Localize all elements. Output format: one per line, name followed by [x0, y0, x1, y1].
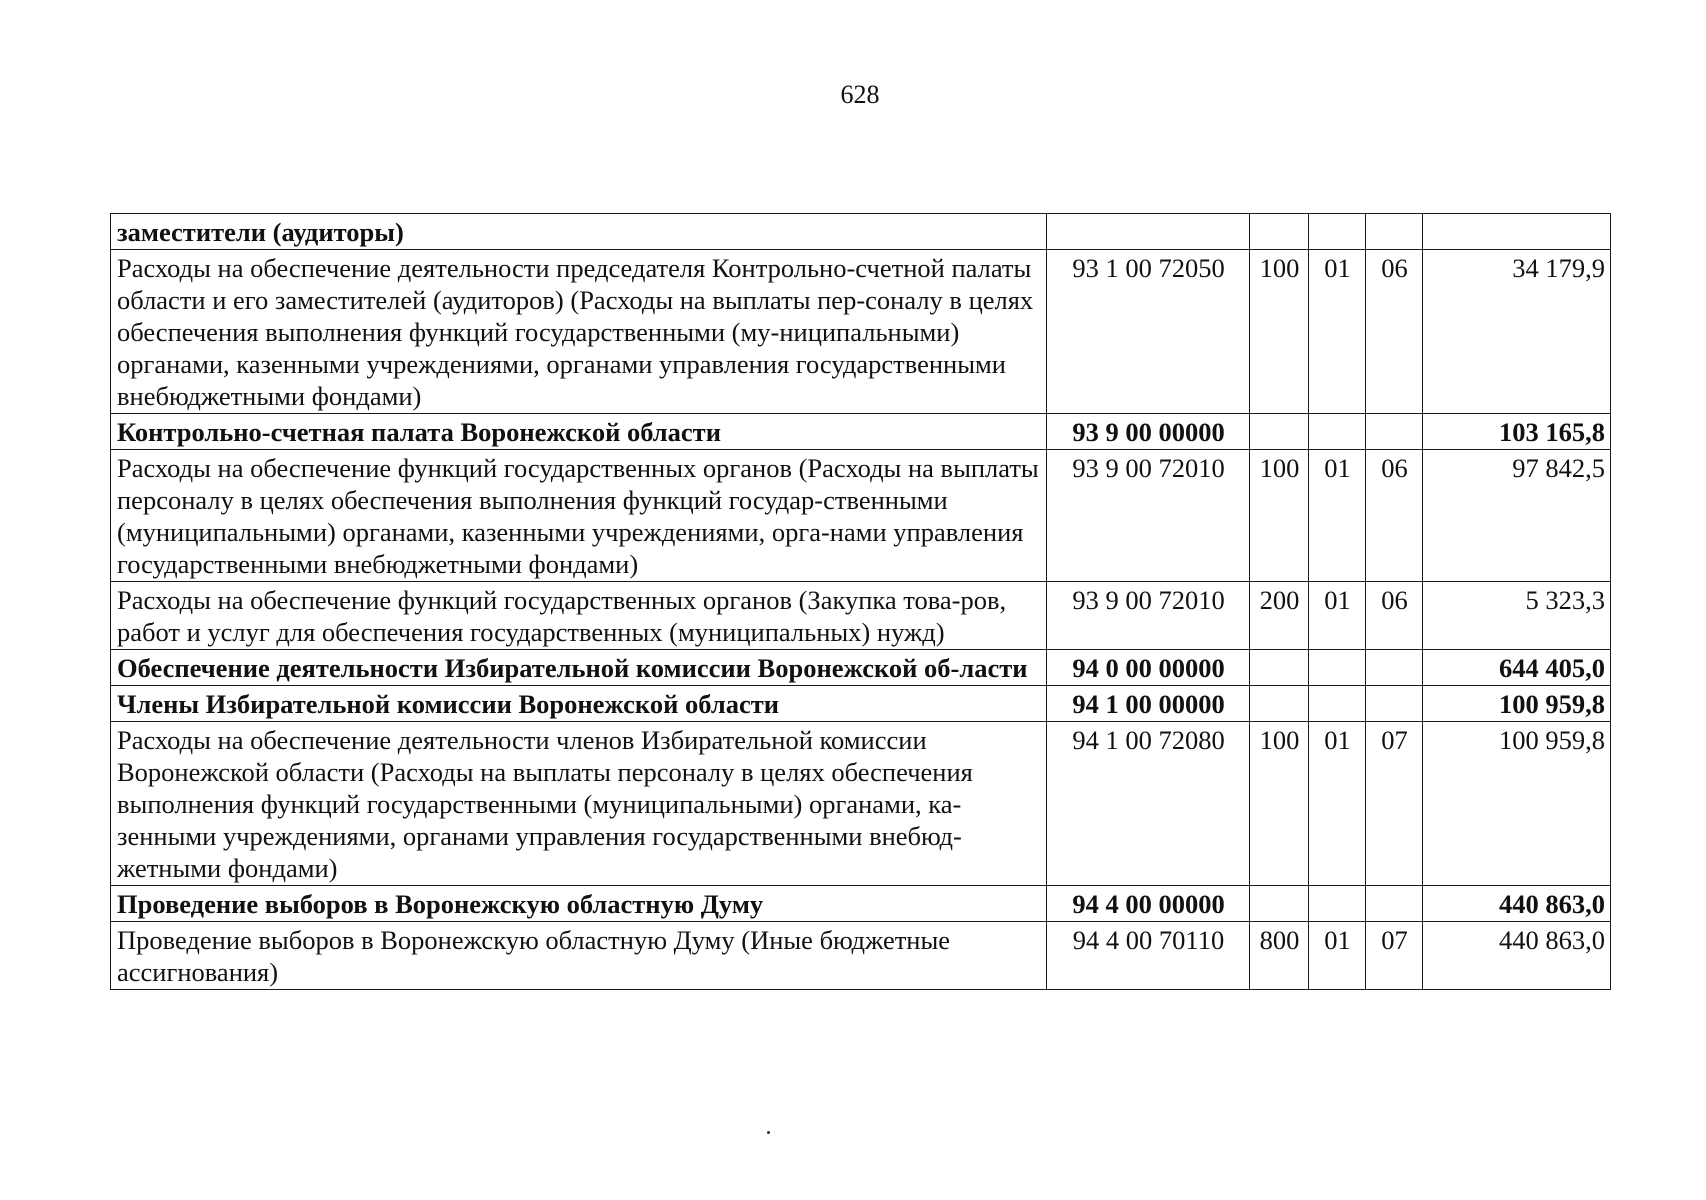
section-code-cell — [1309, 650, 1366, 686]
subsection-code-cell: 07 — [1366, 722, 1423, 886]
section-code-cell: 01 — [1309, 450, 1366, 582]
table-row — [111, 250, 1611, 414]
expense-type-cell — [1250, 414, 1309, 450]
target-article-code-cell: 94 1 00 72080 — [1047, 722, 1250, 886]
table-body — [111, 214, 1611, 990]
target-article-code-cell — [1047, 214, 1250, 250]
subsection-code-cell: 06 — [1366, 582, 1423, 650]
amount-cell: 100 959,8 — [1423, 722, 1611, 886]
table-row — [111, 582, 1611, 650]
section-code-cell: 01 — [1309, 250, 1366, 414]
expense-type-cell: 100 — [1250, 250, 1309, 414]
expense-name-cell: Контрольно-счетная палата Воронежской области — [111, 414, 1047, 450]
table-row — [111, 686, 1611, 722]
target-article-code-cell: 94 0 00 00000 — [1047, 650, 1250, 686]
subsection-code-cell — [1366, 214, 1423, 250]
section-code-cell: 01 — [1309, 722, 1366, 886]
target-article-code-cell: 93 1 00 72050 — [1047, 250, 1250, 414]
subsection-code-cell: 06 — [1366, 250, 1423, 414]
expense-name-cell: Расходы на обеспечение функций государственных органов (Закупка това-ров, работ и услуг для обеспечения государственных (муниципальных) нужд) — [111, 582, 1047, 650]
expense-type-cell: 800 — [1250, 922, 1309, 990]
target-article-code-cell: 94 4 00 70110 — [1047, 922, 1250, 990]
amount-cell: 5 323,3 — [1423, 582, 1611, 650]
section-code-cell: 01 — [1309, 922, 1366, 990]
expense-name-cell: заместители (аудиторы) — [111, 214, 1047, 250]
amount-cell: 100 959,8 — [1423, 686, 1611, 722]
table-row — [111, 650, 1611, 686]
amount-cell — [1423, 214, 1611, 250]
table-row — [111, 414, 1611, 450]
subsection-code-cell: 06 — [1366, 450, 1423, 582]
target-article-code-cell: 94 4 00 00000 — [1047, 886, 1250, 922]
expense-type-cell: 100 — [1250, 722, 1309, 886]
amount-cell: 103 165,8 — [1423, 414, 1611, 450]
table-row — [111, 214, 1611, 250]
amount-cell: 644 405,0 — [1423, 650, 1611, 686]
table-row — [111, 450, 1611, 582]
subsection-code-cell — [1366, 886, 1423, 922]
section-code-cell: 01 — [1309, 582, 1366, 650]
scan-speck — [767, 1131, 770, 1134]
subsection-code-cell: 07 — [1366, 922, 1423, 990]
section-code-cell — [1309, 214, 1366, 250]
subsection-code-cell — [1366, 650, 1423, 686]
amount-cell: 97 842,5 — [1423, 450, 1611, 582]
expense-name-cell: Расходы на обеспечение деятельности членов Избирательной комиссии Воронежской области (Расходы на выплаты персоналу в целях обеспечения выполнения функций государственными (муниципальными) органами, ка-зенными учреждениями, органами управления государственными внебюд-жетными фондами) — [111, 722, 1047, 886]
expense-type-cell: 100 — [1250, 450, 1309, 582]
expense-type-cell — [1250, 214, 1309, 250]
section-code-cell — [1309, 414, 1366, 450]
amount-cell: 34 179,9 — [1423, 250, 1611, 414]
expense-name-cell: Проведение выборов в Воронежскую областную Думу — [111, 886, 1047, 922]
budget-table — [110, 213, 1611, 990]
table-row — [111, 922, 1611, 990]
expense-name-cell: Расходы на обеспечение деятельности председателя Контрольно-счетной палаты области и его заместителей (аудиторов) (Расходы на выплаты пер-соналу в целях обеспечения выполнения функций государственными (му-ниципальными) органами, казенными учреждениями, органами управления государственными внебюджетными фондами) — [111, 250, 1047, 414]
expense-name-cell: Расходы на обеспечение функций государственных органов (Расходы на выплаты персоналу в целях обеспечения выполнения функций государ-ственными (муниципальными) органами, казенными учреждениями, орга-нами управления государственными внебюджетными фондами) — [111, 450, 1047, 582]
subsection-code-cell — [1366, 414, 1423, 450]
expense-type-cell — [1250, 650, 1309, 686]
expense-name-cell: Члены Избирательной комиссии Воронежской области — [111, 686, 1047, 722]
section-code-cell — [1309, 886, 1366, 922]
target-article-code-cell: 93 9 00 00000 — [1047, 414, 1250, 450]
table-row — [111, 886, 1611, 922]
expense-type-cell: 200 — [1250, 582, 1309, 650]
amount-cell: 440 863,0 — [1423, 886, 1611, 922]
expense-type-cell — [1250, 686, 1309, 722]
page-number: 628 — [840, 80, 880, 109]
expense-name-cell: Обеспечение деятельности Избирательной комиссии Воронежской об-ласти — [111, 650, 1047, 686]
target-article-code-cell: 94 1 00 00000 — [1047, 686, 1250, 722]
target-article-code-cell: 93 9 00 72010 — [1047, 450, 1250, 582]
table-row — [111, 722, 1611, 886]
section-code-cell — [1309, 686, 1366, 722]
amount-cell: 440 863,0 — [1423, 922, 1611, 990]
expense-type-cell — [1250, 886, 1309, 922]
expense-name-cell: Проведение выборов в Воронежскую областную Думу (Иные бюджетные ассигнования) — [111, 922, 1047, 990]
subsection-code-cell — [1366, 686, 1423, 722]
target-article-code-cell: 93 9 00 72010 — [1047, 582, 1250, 650]
